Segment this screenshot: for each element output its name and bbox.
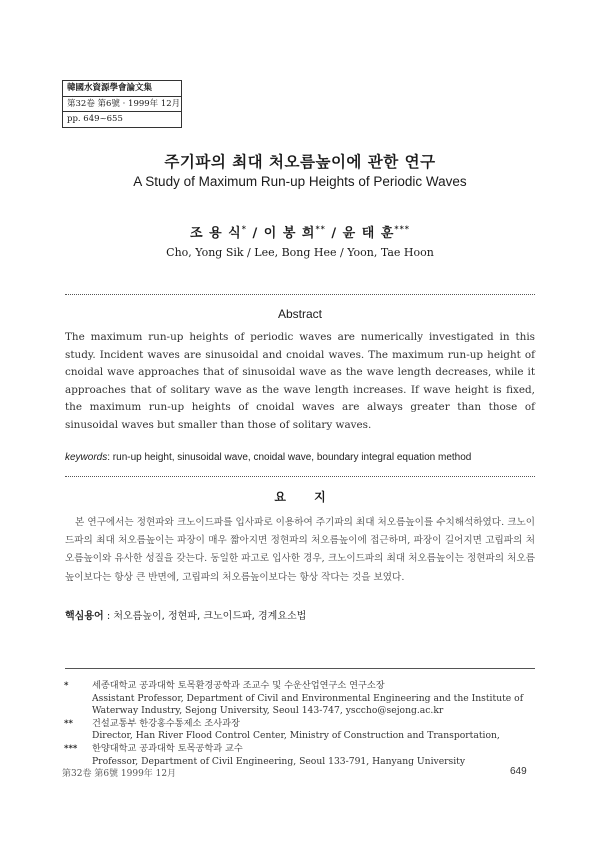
keywords-line (65, 452, 535, 463)
authors-english: Cho, Yong Sik / Lee, Bong Hee / Yoon, Tae Hoon (166, 246, 434, 259)
divider-middle (65, 476, 535, 477)
korean-keywords-text: : 처오름높이, 정현파, 크노이드파, 경계요소법 (103, 611, 307, 622)
author-separator: / (246, 226, 264, 241)
author-2: 이 봉 희 (263, 226, 316, 241)
footnote-2-korean: 건설교통부 한강홍수통제소 조사과장 (92, 717, 240, 729)
authors-korean (0, 222, 600, 241)
page-number: 649 (510, 766, 527, 777)
author-3-mark: *** (394, 223, 410, 234)
footnote-1-english: Assistant Professor, Department of Civil and Environmental Engineering and the Institute of Waterway Industry, Sejong University, Seoul 143-747, ysccho@sejong.ac.kr (92, 692, 524, 717)
keywords-label: keywords (65, 452, 108, 463)
divider-top (65, 294, 535, 295)
journal-info-box (62, 80, 182, 128)
footnote-3 (62, 743, 537, 768)
footnote-1-korean: 세종대학교 공과대학 토목환경공학과 조교수 및 수운산업연구소 연구소장 (92, 680, 385, 691)
journal-pages: pp. 649~655 (67, 114, 123, 124)
journal-volume: 第32卷 第6號 · 1999年 12月 (63, 97, 181, 113)
author-2-mark: ** (315, 223, 326, 234)
abstract-heading: Abstract (277, 307, 322, 321)
footnote-2-english: Director, Han River Flood Control Center, Ministry of Construction and Transportation, (92, 730, 500, 742)
footnote-rule (65, 668, 535, 669)
author-3: 윤 태 훈 (342, 226, 395, 241)
keywords-text: : run-up height, sinusoidal wave, cnoidal wave, boundary integral equation method (107, 452, 472, 463)
footnote-3-korean: 한양대학교 공과대학 토목공학과 교수 (92, 742, 243, 754)
footnote-2 (62, 718, 537, 743)
footnotes (62, 680, 537, 768)
footer-journal-issue: 第32卷 第6號 1999年 12月 (62, 769, 177, 779)
journal-name: 韓國水資源學會論文集 (63, 81, 181, 97)
korean-keywords-line (65, 607, 535, 622)
korean-abstract-text: 본 연구에서는 정현파와 크노이드파를 입사파로 이용하여 주기파의 최대 처오름높이를 수치해석하였다. 크노이드파의 최대 처오름높이는 파장이 매우 짧아지면 정현파의 처오름높이에 접근하며, 파장이 길어지면 고립파의 처오름높이와 유사한 성질을 갖는다. 동일한 파고로 입사한 경우, 크노이드파의 최대 처오름높이는 정현파의 처오름높이보다는 항상 큰 반면에, 고립파의 처오름높이보다는 항상 작다는 것을 보였다. (65, 517, 535, 583)
footnote-1-mark: * (64, 681, 69, 691)
paper-title-english: A Study of Maximum Run-up Heights of Periodic Waves (133, 174, 467, 189)
footnote-2-mark: ** (64, 718, 73, 729)
author-separator: / (325, 226, 343, 241)
abstract-text: The maximum run-up heights of periodic waves are numerically investigated in this study. Incident waves are sinusoidal and cnoidal waves. The maximum run-up height of cnoidal wave approaches that of sinusoidal wave as the wave length decreases, while it approaches that of solitary wave as the wave length increases. If wave height is fixed, the maximum run-up heights of cnoidal waves are always greater than those of sinusoidal waves but smaller than those of solitary waves. (65, 331, 535, 431)
author-1: 조 용 식 (190, 226, 242, 241)
author-1-mark: * (241, 223, 247, 234)
korean-abstract-heading: 요 지 (274, 490, 338, 504)
footnote-3-mark: *** (64, 743, 78, 754)
footnote-3-english: Professor, Department of Civil Engineering, Seoul 133-791, Hanyang University (92, 755, 466, 767)
korean-keywords-label: 핵심용어 (65, 611, 104, 622)
paper-title-korean: 주기파의 최대 처오름높이에 관한 연구 (164, 152, 436, 171)
footnote-1 (62, 680, 537, 718)
